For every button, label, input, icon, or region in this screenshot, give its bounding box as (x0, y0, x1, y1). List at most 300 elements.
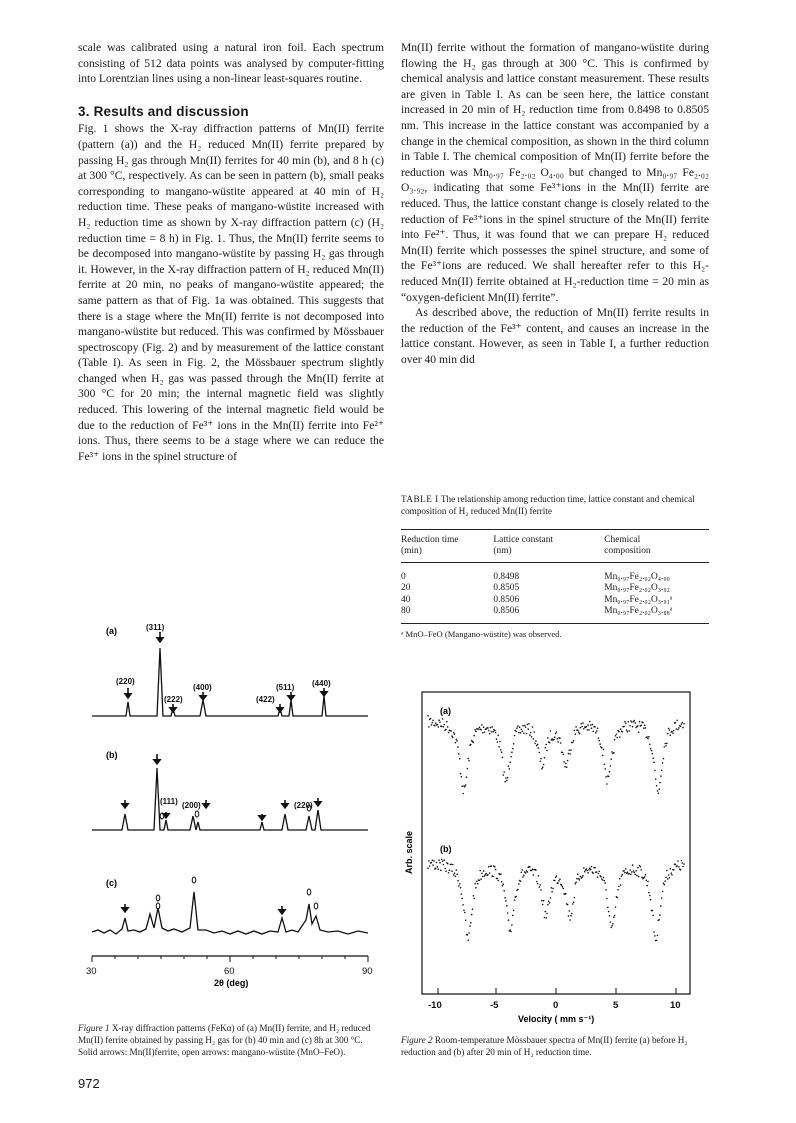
data-point (455, 876, 457, 878)
data-point (539, 884, 541, 886)
data-point (554, 736, 556, 738)
data-point (462, 793, 464, 795)
data-point (482, 876, 484, 878)
data-point (650, 899, 652, 901)
section-heading: 3. Results and discussion (78, 103, 249, 119)
data-point (590, 724, 592, 726)
data-point (547, 737, 549, 739)
data-point (454, 872, 456, 874)
data-point (559, 737, 561, 739)
data-point (520, 732, 522, 734)
data-point (497, 741, 499, 743)
data-point (644, 876, 646, 878)
mossbauer-plot (400, 676, 710, 1026)
data-point (610, 927, 612, 929)
data-point (429, 865, 431, 867)
data-point (552, 888, 554, 890)
data-point (625, 868, 627, 870)
figure-2-caption-label: Figure 2 (401, 1035, 433, 1045)
data-point (565, 763, 567, 765)
data-point (616, 897, 618, 899)
data-point (604, 882, 606, 884)
data-point (544, 917, 546, 919)
data-point (492, 876, 494, 878)
data-point (536, 745, 538, 747)
data-point (543, 900, 545, 902)
x-axis-label-fig2: Velocity ( mm s⁻¹) (518, 1014, 595, 1024)
data-point (498, 746, 500, 748)
data-point (677, 860, 679, 862)
data-point (489, 733, 491, 735)
data-point (600, 876, 602, 878)
data-point (587, 729, 589, 731)
data-point (599, 743, 601, 745)
data-point (653, 931, 655, 933)
data-point (467, 934, 469, 936)
x-tick-0: 0 (553, 1000, 559, 1011)
data-point (456, 869, 458, 871)
data-point (484, 731, 486, 733)
data-point (669, 729, 671, 731)
data-point (587, 870, 589, 872)
data-point (436, 862, 438, 864)
data-point (451, 870, 453, 872)
data-point (510, 931, 512, 933)
peak-label-222: (222) (164, 695, 183, 704)
data-point (557, 882, 559, 884)
data-point (577, 729, 579, 731)
data-point (661, 770, 663, 772)
data-point (615, 906, 617, 908)
data-point (569, 753, 571, 755)
data-point (643, 727, 645, 729)
data-point (604, 768, 606, 770)
data-point (522, 876, 524, 878)
data-point (680, 726, 682, 728)
data-point (640, 869, 642, 871)
data-point (427, 867, 429, 869)
data-point (656, 940, 658, 942)
data-point (488, 730, 490, 732)
data-point (624, 872, 626, 874)
data-point (481, 724, 483, 726)
data-point (437, 866, 439, 868)
data-point (611, 925, 613, 927)
data-point (649, 744, 651, 746)
data-point (527, 871, 529, 873)
data-point (444, 859, 446, 861)
data-point (512, 915, 514, 917)
table-row: 0 0.8498 Mn₀.₉₇Fe₂.₀₂O₄.₀₀ (401, 571, 670, 582)
data-point (535, 740, 537, 742)
data-point (439, 721, 441, 723)
data-point (467, 758, 469, 760)
data-point (573, 902, 575, 904)
data-point (490, 727, 492, 729)
data-point (664, 880, 666, 882)
data-point (505, 777, 507, 779)
data-point (503, 883, 505, 885)
data-point (449, 870, 451, 872)
data-point (512, 748, 514, 750)
data-point (563, 754, 565, 756)
data-point (609, 771, 611, 773)
data-point (482, 732, 484, 734)
data-point (652, 910, 654, 912)
spectrum-b-points (427, 859, 685, 942)
data-point (450, 730, 452, 732)
data-point (603, 877, 605, 879)
data-point (676, 865, 678, 867)
data-point (631, 721, 633, 723)
data-point (529, 866, 531, 868)
data-point (664, 746, 666, 748)
data-point (438, 719, 440, 721)
data-point (443, 726, 445, 728)
data-point (602, 879, 604, 881)
data-point (615, 735, 617, 737)
data-point (577, 873, 579, 875)
data-point (531, 736, 533, 738)
data-point (618, 886, 620, 888)
peak-label-220-b: (220) (294, 801, 313, 810)
data-point (499, 741, 501, 743)
data-point (603, 749, 605, 751)
data-point (514, 899, 516, 901)
data-point (628, 873, 630, 875)
data-point (598, 873, 600, 875)
data-point (618, 731, 620, 733)
data-point (529, 734, 531, 736)
data-point (526, 733, 528, 735)
data-point (614, 739, 616, 741)
data-point (587, 724, 589, 726)
panel-a-label: (a) (106, 626, 117, 636)
data-point (570, 749, 572, 751)
data-point (605, 889, 607, 891)
data-point (567, 904, 569, 906)
data-point (597, 727, 599, 729)
data-point (444, 724, 446, 726)
data-point (619, 878, 621, 880)
table-caption (401, 493, 709, 517)
table-label: TABLE I (401, 494, 439, 504)
data-point (610, 765, 612, 767)
data-point (465, 784, 467, 786)
data-point (540, 889, 542, 891)
data-point (587, 872, 589, 874)
data-point (642, 722, 644, 724)
data-point (676, 728, 678, 730)
data-point (472, 908, 474, 910)
data-point (458, 885, 460, 887)
data-point (541, 768, 543, 770)
data-point (620, 728, 622, 730)
data-point (518, 732, 520, 734)
data-point (591, 866, 593, 868)
data-point (461, 893, 463, 895)
data-point (474, 729, 476, 731)
data-point (624, 721, 626, 723)
data-point (622, 874, 624, 876)
data-point (670, 868, 672, 870)
left-column (78, 40, 384, 464)
data-point (584, 871, 586, 873)
data-point (622, 731, 624, 733)
data-point (664, 743, 666, 745)
data-point (591, 727, 593, 729)
data-point (563, 888, 565, 890)
data-point (481, 873, 483, 875)
data-point (476, 881, 478, 883)
data-point (667, 878, 669, 880)
data-point (430, 718, 432, 720)
data-point (598, 737, 600, 739)
header-chemical-composition: Chemical composition (604, 535, 651, 557)
data-point (616, 737, 618, 739)
data-point (597, 876, 599, 878)
panel-a-label-fig2: (a) (440, 706, 451, 716)
figure-1-caption (78, 1022, 384, 1058)
data-point (579, 733, 581, 735)
data-point (443, 864, 445, 866)
data-point (645, 874, 647, 876)
data-point (654, 935, 656, 937)
data-point (456, 873, 458, 875)
data-point (623, 726, 625, 728)
data-point (598, 740, 600, 742)
figure-2 (400, 676, 710, 1026)
data-point (632, 864, 634, 866)
data-point (651, 750, 653, 752)
data-point (545, 911, 547, 913)
data-point (509, 761, 511, 763)
data-point (661, 897, 663, 899)
figure-2-caption (401, 1034, 709, 1058)
data-point (614, 915, 616, 917)
data-point (459, 758, 461, 760)
data-point (491, 726, 493, 728)
data-point (626, 729, 628, 731)
data-point (582, 722, 584, 724)
data-point (461, 785, 463, 787)
data-point (457, 880, 459, 882)
data-point (494, 730, 496, 732)
table-caption-text: The relationship among reduction time, lattice constant and chemical composition of H₂ reduced Mn(II) ferrite (401, 494, 695, 516)
data-point (581, 723, 583, 725)
data-point (438, 868, 440, 870)
data-point (523, 875, 525, 877)
data-point (671, 874, 673, 876)
data-point (646, 880, 648, 882)
data-point (517, 889, 519, 891)
data-point (539, 752, 541, 754)
data-point (473, 898, 475, 900)
data-point (664, 884, 666, 886)
x-tick-5: 5 (613, 1000, 619, 1011)
data-point (659, 914, 661, 916)
data-point (660, 775, 662, 777)
data-point (578, 731, 580, 733)
data-point (549, 742, 551, 744)
data-point (560, 742, 562, 744)
data-point (666, 870, 668, 872)
panel-b-label: (b) (106, 750, 118, 760)
solid-arrows-b (125, 754, 318, 818)
data-point (554, 880, 556, 882)
data-point (503, 774, 505, 776)
data-point (665, 745, 667, 747)
data-point (568, 753, 570, 755)
data-point (545, 744, 547, 746)
figure-1-caption-label: Figure 1 (78, 1023, 110, 1033)
data-point (474, 883, 476, 885)
data-point (550, 897, 552, 899)
data-point (555, 733, 557, 735)
header-lattice-constant: Lattice constant (nm) (493, 535, 554, 557)
data-point (632, 726, 634, 728)
data-point (652, 753, 654, 755)
data-point (516, 727, 518, 729)
data-point (670, 872, 672, 874)
data-point (633, 870, 635, 872)
data-point (501, 881, 503, 883)
data-point (507, 777, 509, 779)
data-point (479, 727, 481, 729)
data-point (521, 729, 523, 731)
data-point (611, 751, 613, 753)
data-point (488, 866, 490, 868)
data-point (539, 761, 541, 763)
data-point (551, 887, 553, 889)
data-point (432, 864, 434, 866)
data-point (530, 732, 532, 734)
data-point (606, 898, 608, 900)
data-point (527, 724, 529, 726)
data-point (621, 875, 623, 877)
data-point (539, 886, 541, 888)
data-point (541, 900, 543, 902)
data-point (497, 735, 499, 737)
data-point (538, 875, 540, 877)
data-point (542, 904, 544, 906)
data-point (503, 890, 505, 892)
data-point (602, 755, 604, 757)
data-point (677, 729, 679, 731)
data-point (461, 898, 463, 900)
data-point (525, 726, 527, 728)
data-point (495, 732, 497, 734)
data-point (489, 872, 491, 874)
data-point (524, 725, 526, 727)
data-point (569, 919, 571, 921)
table-row: 80 0.8506 Mn₀.₉₇Fe₂.₀₂O₃.₈₈ᵃ (401, 606, 709, 624)
data-point (468, 760, 470, 762)
data-point (665, 877, 667, 879)
data-point (527, 728, 529, 730)
data-point (588, 729, 590, 731)
data-point (606, 783, 608, 785)
data-point (574, 897, 576, 899)
data-point (589, 867, 591, 869)
data-point (601, 747, 603, 749)
data-point (465, 920, 467, 922)
data-point (655, 778, 657, 780)
data-point (650, 748, 652, 750)
data-point (494, 866, 496, 868)
data-point (431, 724, 433, 726)
data-point (658, 919, 660, 921)
data-point (509, 929, 511, 931)
data-point (583, 867, 585, 869)
figure-1 (78, 618, 384, 1008)
data-point (505, 900, 507, 902)
peak-label-400: (400) (193, 683, 212, 692)
data-point (617, 889, 619, 891)
data-point (667, 733, 669, 735)
data-point (592, 724, 594, 726)
data-point (637, 867, 639, 869)
data-point (542, 766, 544, 768)
x-tick-90: 90 (362, 966, 373, 977)
data-point (659, 782, 661, 784)
data-point (662, 891, 664, 893)
data-point (567, 760, 569, 762)
data-point (662, 762, 664, 764)
data-point (663, 882, 665, 884)
data-point (483, 870, 485, 872)
data-point (571, 913, 573, 915)
data-point (551, 891, 553, 893)
data-point (660, 905, 662, 907)
data-point (519, 726, 521, 728)
data-point (623, 870, 625, 872)
data-point (438, 726, 440, 728)
data-point (610, 921, 612, 923)
data-point (634, 722, 636, 724)
data-point (515, 731, 517, 733)
data-point (598, 871, 600, 873)
data-point (680, 869, 682, 871)
data-point (553, 739, 555, 741)
page-number: 972 (78, 1076, 100, 1091)
data-point (640, 724, 642, 726)
data-point (573, 740, 575, 742)
data-point (628, 721, 630, 723)
data-point (528, 723, 530, 725)
data-point (487, 874, 489, 876)
data-point (540, 758, 542, 760)
data-point (483, 726, 485, 728)
data-point (658, 788, 660, 790)
data-point (475, 731, 477, 733)
data-point (574, 730, 576, 732)
data-point (533, 738, 535, 740)
data-point (637, 725, 639, 727)
data-point (432, 722, 434, 724)
data-point (456, 740, 458, 742)
x-axis-label: 2θ (deg) (214, 978, 249, 988)
data-point (658, 793, 660, 795)
data-point (537, 744, 539, 746)
data-point (521, 731, 523, 733)
data-point (580, 876, 582, 878)
data-point (535, 869, 537, 871)
data-point (566, 766, 568, 768)
data-point (442, 860, 444, 862)
data-point (452, 737, 454, 739)
x-tick-30: 30 (86, 966, 97, 977)
